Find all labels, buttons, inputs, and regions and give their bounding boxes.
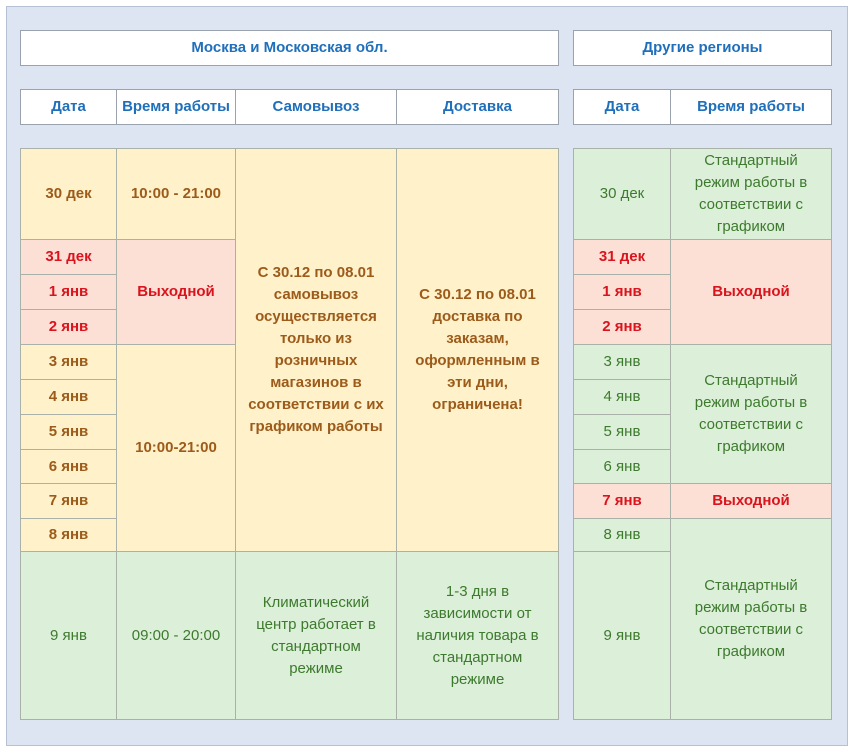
regions-date-jan9: 9 янв	[573, 551, 671, 720]
regions-date-jan1: 1 янв	[573, 274, 671, 310]
moscow-hours-dec30: 10:00 - 21:00	[116, 148, 236, 240]
moscow-date-jan8: 8 янв	[20, 518, 117, 552]
regions-date-jan4: 4 янв	[573, 379, 671, 415]
regions-header-hours: Время работы	[670, 89, 832, 125]
regions-hours-jan3-6: Стандартный режим работы в соответствии с графиком	[670, 344, 832, 484]
regions-date-jan2: 2 янв	[573, 309, 671, 345]
regions-date-jan8: 8 янв	[573, 518, 671, 552]
moscow-date-jan4: 4 янв	[20, 379, 117, 415]
moscow-header-delivery: Доставка	[396, 89, 559, 125]
moscow-delivery-regular: 1-3 дня в зависимости от наличия товара в стандартном режиме	[396, 551, 559, 720]
moscow-hours-jan9: 09:00 - 20:00	[116, 551, 236, 720]
moscow-date-dec31: 31 дек	[20, 239, 117, 275]
moscow-header-hours: Время работы	[116, 89, 236, 125]
regions-date-jan5: 5 янв	[573, 414, 671, 450]
regions-hours-jan7: Выходной	[670, 483, 832, 519]
regions-header-date: Дата	[573, 89, 671, 125]
moscow-date-jan5: 5 янв	[20, 414, 117, 450]
moscow-date-jan7: 7 янв	[20, 483, 117, 519]
moscow-pickup-holiday: С 30.12 по 08.01 самовывоз осуществляется только из розничных магазинов в соответствии с их графиком работы	[235, 148, 397, 552]
moscow-date-jan1: 1 янв	[20, 274, 117, 310]
moscow-date-dec30: 30 дек	[20, 148, 117, 240]
regions-hours-dec30: Стандартный режим работы в соответствии с графиком	[670, 148, 832, 240]
moscow-hours-holiday: Выходной	[116, 239, 236, 345]
regions-date-dec30: 30 дек	[573, 148, 671, 240]
regions-date-jan6: 6 янв	[573, 449, 671, 484]
moscow-pickup-regular: Климатический центр работает в стандартном режиме	[235, 551, 397, 720]
regions-date-jan3: 3 янв	[573, 344, 671, 380]
regions-date-jan7: 7 янв	[573, 483, 671, 519]
moscow-header-date: Дата	[20, 89, 117, 125]
moscow-title: Москва и Московская обл.	[20, 30, 559, 66]
moscow-date-jan9: 9 янв	[20, 551, 117, 720]
regions-date-dec31: 31 дек	[573, 239, 671, 275]
moscow-header-pickup: Самовывоз	[235, 89, 397, 125]
moscow-date-jan3: 3 янв	[20, 344, 117, 380]
moscow-hours-jan3-8: 10:00-21:00	[116, 344, 236, 552]
regions-hours-jan8-9: Стандартный режим работы в соответствии с графиком	[670, 518, 832, 720]
moscow-date-jan6: 6 янв	[20, 449, 117, 484]
regions-title: Другие регионы	[573, 30, 832, 66]
regions-hours-holiday: Выходной	[670, 239, 832, 345]
moscow-delivery-holiday: С 30.12 по 08.01 доставка по заказам, оформленным в эти дни, ограничена!	[396, 148, 559, 552]
moscow-date-jan2: 2 янв	[20, 309, 117, 345]
